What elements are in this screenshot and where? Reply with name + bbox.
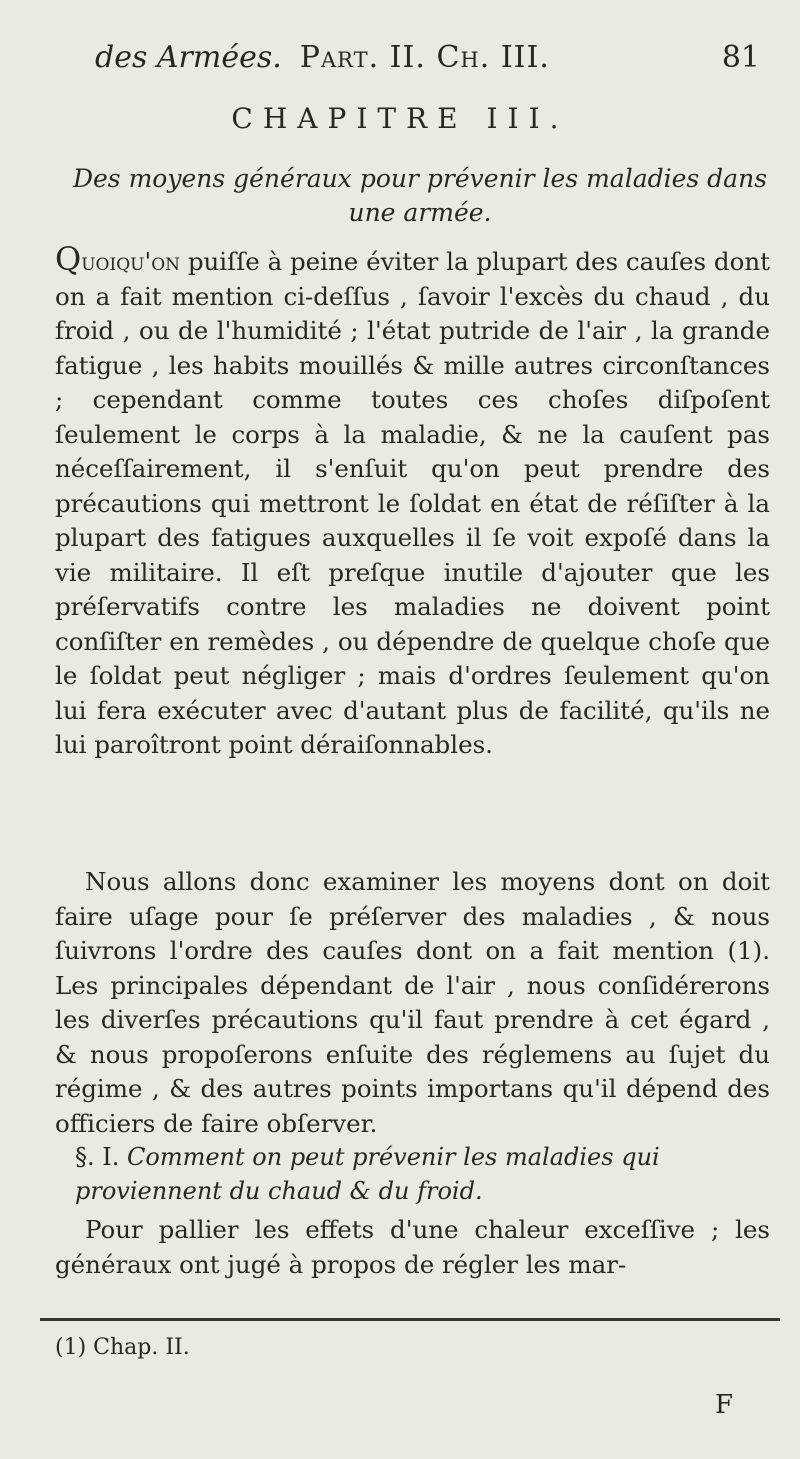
section-heading	[75, 1140, 775, 1208]
chapter-title: CHAPITRE III.	[231, 102, 569, 135]
paragraph-1-text: puiſſe à peine éviter la plupart des cauſes dont on a fait mention ci-deſſus , ſavoir l'excès du chaud , du froid , ou de l'humidité ; l'état putride de l'air , la grande fatigue , les habits mouillés & mille autres circonſtances ; cependant comme toutes ces choſes diſpoſent ſeulement le corps à la maladie, & ne la cauſent pas néceſſairement, il s'enſuit qu'on peut prendre des précautions qui mettront le ſoldat en état de réſiſter à la plupart des fatigues auxquelles il ſe voit expoſé dans la vie militaire. Il eſt preſque inutile d'ajouter que les préſervatifs contre les maladies ne doivent point conſiſter en remèdes , ou dépendre de quelque choſe que le ſoldat peut négliger ; mais d'ordres ſeulement qu'on lui fera exécuter avec d'autant plus de facilité, qu'ils ne lui paroîtront point déraiſonnables.	[55, 247, 770, 759]
opening-word: uoiqu'on	[81, 247, 181, 276]
section-title: Comment on peut prévenir les maladies qui proviennent du chaud & du froid.	[75, 1143, 660, 1205]
running-header	[95, 40, 760, 75]
running-title: des Armées.	[95, 40, 282, 75]
section-mark: §. I.	[75, 1143, 120, 1171]
signature-mark: F	[715, 1390, 734, 1420]
footnote: (1) Chap. II.	[55, 1335, 190, 1360]
paragraph-3: Pour pallier les effets d'une chaleur exceſſive ; les généraux ont jugé à propos de régler les mar-	[55, 1215, 770, 1279]
footnote-divider	[40, 1318, 780, 1321]
initial-letter: Q	[55, 240, 82, 278]
paragraph-2: Nous allons donc examiner les moyens dont on doit faire uſage pour ſe préſerver des maladies , & nous ſuivrons l'ordre des cauſes dont on a fait mention (1). Les principales dépendant de l'air , nous conſidérerons les diverſes précautions qu'il faut prendre à cet égard , & nous propoſerons enſuite des réglemens au ſujet du régime , & des autres points importans qu'il dépend des officiers de faire obſerver.	[55, 867, 770, 1138]
paragraph-1	[55, 242, 770, 763]
chapter-subtitle: Des moyens généraux pour prévenir les maladies dans une armée.	[72, 164, 768, 227]
page-number: 81	[721, 40, 760, 75]
part-chapter-label: Part. II. Ch. III.	[299, 40, 550, 75]
